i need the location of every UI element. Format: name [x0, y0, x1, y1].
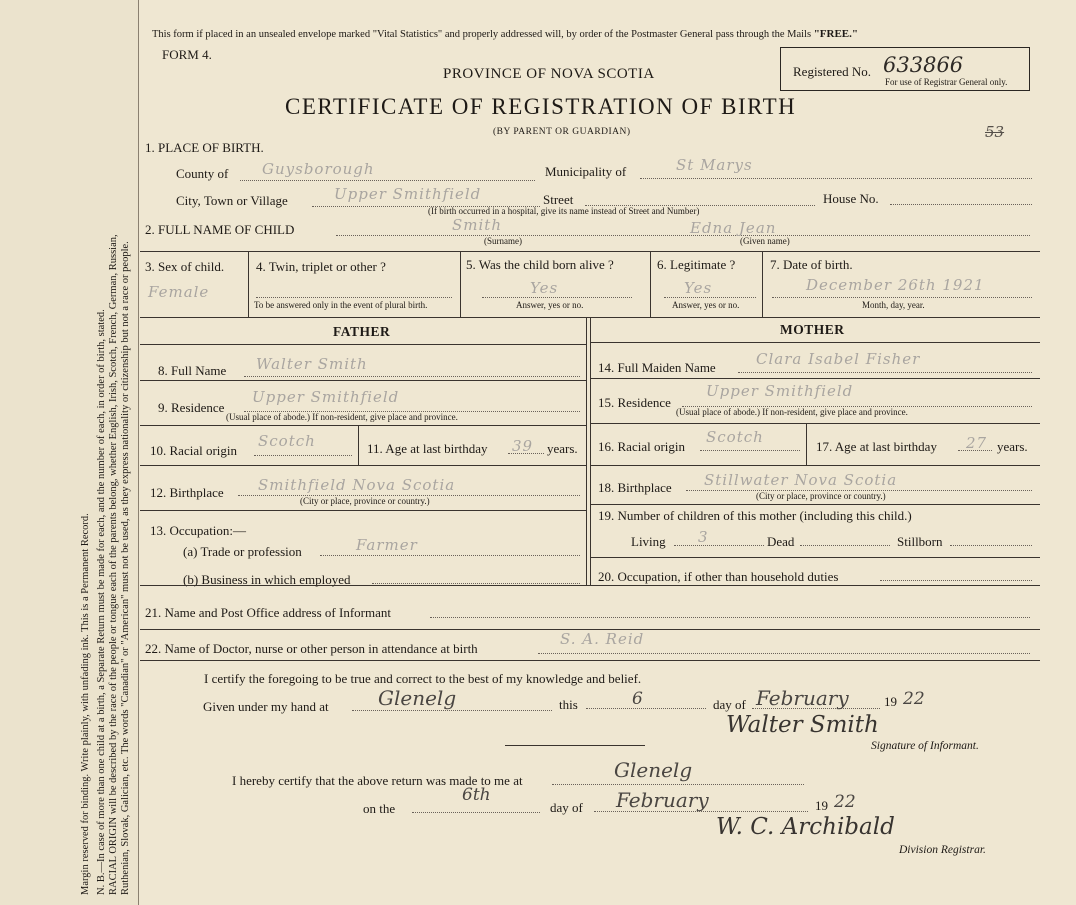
- father-racial-value[interactable]: Scotch: [258, 432, 316, 450]
- dob-value[interactable]: December 26th 1921: [806, 276, 985, 294]
- father-residence-note: (Usual place of abode.) If non-resident, give place and province.: [226, 412, 458, 422]
- registrar-day-of-label: day of: [550, 800, 583, 815]
- father-heading-rule: [140, 344, 586, 345]
- informant-label: 21. Name and Post Office address of Informant: [145, 605, 391, 620]
- alive-label: 5. Was the child born alive ?: [466, 257, 614, 272]
- sex-label: 3. Sex of child.: [145, 259, 225, 274]
- father-birthplace-note: (City or place, province or country.): [300, 496, 430, 506]
- doctor-label: 22. Name of Doctor, nurse or other person in attendance at birth: [145, 641, 478, 656]
- margin-line-3: RACIAL ORIGIN will be described by the race of the people or tongue each of the parents belong, whether English, Irish, Scotch, French, German, Russian,: [108, 234, 119, 895]
- father-trade-line: [320, 555, 580, 556]
- mail-notice: [152, 28, 858, 40]
- father-business-label: (b) Business in which employed: [183, 572, 351, 587]
- child-given-value[interactable]: Edna Jean: [690, 219, 777, 237]
- given-caption: (Given name): [740, 236, 790, 246]
- page-title: CERTIFICATE OF REGISTRATION OF BIRTH: [285, 94, 797, 119]
- child-name-label: 2. FULL NAME OF CHILD: [145, 222, 295, 237]
- registrar-place-line: [552, 784, 804, 785]
- mother-occupation-line: [880, 580, 1032, 581]
- parents-divider-a: [586, 317, 587, 585]
- city-value[interactable]: Upper Smithfield: [334, 185, 482, 203]
- registrar-note: For use of Registrar General only.: [885, 77, 1008, 87]
- mother-residence-value[interactable]: Upper Smithfield: [706, 382, 854, 400]
- given-year-value[interactable]: 22: [903, 689, 925, 709]
- mother-stillborn-line: [950, 545, 1032, 546]
- mother-birthplace-label: 18. Birthplace: [598, 480, 672, 495]
- mother-dead-line: [800, 545, 890, 546]
- mother-racial-line: [700, 450, 800, 451]
- father-row-rule-2: [140, 425, 586, 426]
- alive-line: [482, 297, 632, 298]
- mother-racial-divider: [806, 423, 807, 465]
- registrar-year-value[interactable]: 22: [834, 792, 856, 812]
- given-place-line: [352, 710, 552, 711]
- page-subtitle: (BY PARENT OR GUARDIAN): [493, 127, 631, 137]
- given-month-value[interactable]: February: [756, 686, 849, 710]
- father-name-line: [244, 376, 580, 377]
- form-number: FORM 4.: [162, 47, 212, 62]
- city-label: City, Town or Village: [176, 193, 288, 208]
- corner-mark: 53: [985, 123, 1005, 141]
- child-name-line: [336, 235, 1030, 236]
- father-business-line: [372, 583, 580, 584]
- legit-value[interactable]: Yes: [684, 279, 713, 297]
- certify-statement: I certify the foregoing to be true and correct to the best of my knowledge and belief.: [204, 671, 642, 686]
- municipality-line: [640, 178, 1032, 179]
- father-birthplace-value[interactable]: Smithfield Nova Scotia: [258, 476, 456, 494]
- parents-divider-b: [590, 317, 591, 585]
- county-label: County of: [176, 166, 229, 181]
- surname-caption: (Surname): [484, 236, 522, 246]
- father-name-label: 8. Full Name: [158, 363, 227, 378]
- mother-row-rule-1: [590, 378, 1040, 379]
- child-surname-value[interactable]: Smith: [452, 216, 502, 234]
- alive-value[interactable]: Yes: [530, 279, 559, 297]
- margin-line-1: Margin reserved for binding. Write plainly, with unfading ink. This is a Permanent Record.: [80, 513, 91, 895]
- father-row-rule-4: [140, 510, 586, 511]
- mother-row-rule-3: [590, 465, 1040, 466]
- col-divider-1: [248, 251, 249, 317]
- registrar-statement: I hereby certify that the above return was made to me at: [232, 773, 523, 788]
- margin-border: [138, 0, 139, 905]
- mother-residence-note: (Usual place of abode.) If non-resident, give place and province.: [676, 407, 908, 417]
- father-row-rule-3: [140, 465, 586, 466]
- father-age-unit: years.: [547, 441, 578, 456]
- province-heading: PROVINCE OF NOVA SCOTIA: [443, 66, 655, 82]
- mother-children-label: 19. Number of children of this mother (including this child.): [598, 508, 912, 523]
- father-age-label: 11. Age at last birthday: [367, 441, 488, 456]
- county-line: [240, 180, 535, 181]
- alive-note: Answer, yes or no.: [516, 300, 584, 310]
- row-divider-informant: [140, 585, 1040, 586]
- county-value[interactable]: Guysborough: [262, 160, 375, 178]
- given-label: Given under my hand at: [203, 699, 329, 714]
- father-heading: FATHER: [333, 324, 391, 339]
- municipality-label: Municipality of: [545, 164, 627, 179]
- registrar-signature[interactable]: W. C. Archibald: [716, 814, 895, 840]
- mother-age-value[interactable]: 27: [966, 434, 988, 452]
- mother-dead-label: Dead: [767, 534, 795, 549]
- binding-margin: [0, 0, 138, 905]
- legit-note: Answer, yes or no.: [672, 300, 740, 310]
- mother-birthplace-value[interactable]: Stillwater Nova Scotia: [704, 471, 898, 489]
- mother-row-rule-2: [590, 423, 1040, 424]
- father-residence-value[interactable]: Upper Smithfield: [252, 388, 400, 406]
- row-divider-top: [140, 251, 1040, 252]
- registrar-day-line: [412, 812, 540, 813]
- mother-name-value[interactable]: Clara Isabel Fisher: [756, 350, 921, 368]
- doctor-value[interactable]: S. A. Reid: [560, 630, 645, 648]
- sex-value[interactable]: Female: [148, 283, 210, 301]
- mail-notice-text: This form if placed in an unsealed envelope marked "Vital Statistics" and properly addressed will, by order of the Postmaster General pass through the Mails: [152, 29, 812, 40]
- father-occupation-label: 13. Occupation:—: [150, 523, 247, 538]
- mother-name-label: 14. Full Maiden Name: [598, 360, 716, 375]
- given-place-value[interactable]: Glenelg: [378, 686, 457, 710]
- mother-living-line: [674, 545, 764, 546]
- mother-occupation-label: 20. Occupation, if other than household duties: [598, 569, 839, 584]
- father-trade-label: (a) Trade or profession: [183, 544, 302, 559]
- dob-note: Month, day, year.: [862, 300, 925, 310]
- mail-notice-free: "FREE.": [813, 28, 858, 40]
- mother-heading-rule: [590, 342, 1040, 343]
- mother-age-unit: years.: [997, 439, 1028, 454]
- registrar-on-the-label: on the: [363, 801, 396, 816]
- municipality-value[interactable]: St Marys: [676, 156, 753, 174]
- given-day-line: [586, 708, 706, 709]
- mother-racial-label: 16. Racial origin: [598, 439, 686, 454]
- mother-stillborn-label: Stillborn: [897, 534, 943, 549]
- registered-number: 633866: [883, 53, 964, 77]
- twin-line: [256, 297, 452, 298]
- registrar-month-value[interactable]: February: [616, 788, 709, 812]
- signature-rule: [505, 745, 645, 746]
- margin-line-4: Ruthenian, Slovak, Galician, etc. The words "Canadian" or "American" must not be used, as they express nationality or citizenship but not a race or people.: [120, 241, 131, 895]
- father-residence-label: 9. Residence: [158, 400, 225, 415]
- informant-line: [430, 617, 1030, 618]
- mother-row-rule-4: [590, 504, 1040, 505]
- house-line: [890, 204, 1032, 205]
- col-divider-4: [762, 251, 763, 317]
- doctor-line: [538, 653, 1030, 654]
- hospital-note: (If birth occurred in a hospital, give its name instead of Street and Number): [428, 206, 700, 216]
- father-age-value[interactable]: 39: [512, 437, 534, 455]
- mother-heading: MOTHER: [780, 322, 845, 337]
- given-day-of-label: day of: [713, 697, 746, 712]
- mother-age-label: 17. Age at last birthday: [816, 439, 937, 454]
- mother-row-rule-5: [590, 557, 1040, 558]
- col-divider-3: [650, 251, 651, 317]
- father-birthplace-label: 12. Birthplace: [150, 485, 224, 500]
- informant-signature[interactable]: Walter Smith: [726, 712, 879, 738]
- margin-line-2: N. B.—In case of more than one child at a birth, a Separate Return must be made for each, and the number of each, in order of birth, stated.: [96, 309, 107, 895]
- mother-racial-value[interactable]: Scotch: [706, 428, 764, 446]
- informant-caption: Signature of Informant.: [871, 740, 979, 752]
- mother-name-line: [738, 372, 1032, 373]
- father-racial-line: [254, 455, 352, 456]
- place-of-birth-heading: 1. PLACE OF BIRTH.: [145, 140, 264, 155]
- dob-label: 7. Date of birth.: [770, 257, 853, 272]
- father-racial-divider: [358, 425, 359, 465]
- mother-living-label: Living: [631, 534, 666, 549]
- father-name-value[interactable]: Walter Smith: [256, 355, 368, 373]
- mother-birthplace-note: (City or place, province or country.): [756, 491, 886, 501]
- given-this-label: this: [559, 697, 578, 712]
- mother-living-value[interactable]: 3: [698, 528, 709, 546]
- registration-box: [780, 47, 1030, 91]
- registrar-caption: Division Registrar.: [899, 844, 986, 856]
- given-year-prefix: 19: [884, 694, 897, 709]
- col-divider-2: [460, 251, 461, 317]
- given-day-value[interactable]: 6: [632, 689, 643, 709]
- legit-line: [664, 297, 756, 298]
- registrar-day-value[interactable]: 6th: [462, 785, 491, 805]
- twin-label: 4. Twin, triplet or other ?: [256, 259, 386, 274]
- mother-residence-label: 15. Residence: [598, 395, 671, 410]
- row-divider-certification: [140, 660, 1040, 661]
- registered-label: Registered No.: [793, 64, 871, 79]
- registrar-year-prefix: 19: [815, 798, 828, 813]
- twin-note: To be answered only in the event of plural birth.: [254, 300, 428, 310]
- dob-line: [772, 297, 1032, 298]
- father-trade-value[interactable]: Farmer: [356, 536, 418, 554]
- street-label: Street: [543, 192, 574, 207]
- father-row-rule-1: [140, 380, 586, 381]
- legit-label: 6. Legitimate ?: [657, 257, 736, 272]
- father-racial-label: 10. Racial origin: [150, 443, 238, 458]
- registrar-place-value[interactable]: Glenelg: [614, 758, 693, 782]
- margin-instructions: [0, 0, 130, 905]
- house-label: House No.: [823, 191, 879, 206]
